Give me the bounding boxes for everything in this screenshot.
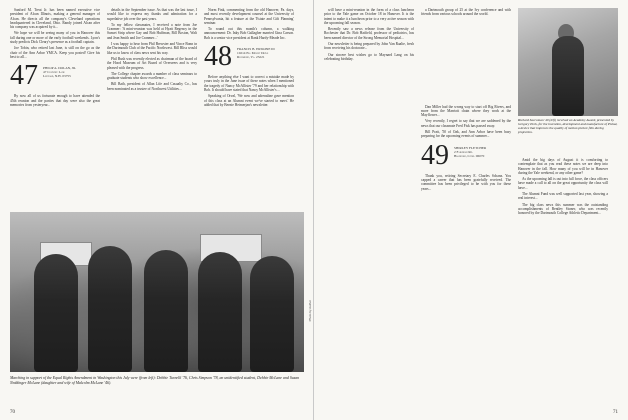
secretary-city: Bradford, Conn. 06070	[454, 153, 485, 158]
paragraph: To my fellow classmates, I received a note from Joe Cranmer: 'A mini-reunion was held at Hyatt Regency in the Sunset Strip where Gay and Bob Huffman, Bill Boston, Walt and Jean Smith and Joe Cranmer...'	[107, 22, 197, 40]
class-number: 48	[204, 41, 232, 73]
paragraph: Recently saw a news release from the University of Rochester that Dr. Bob Hatfield, professor of pediatrics, has been named director of the Strong Memorial Hospital...	[324, 27, 414, 40]
photo-caption: Marching in support of the Equal Rights Amendment in Washington this July were (from left): Debbie Turnelli '76, Chris Simpson '78, an unidentified student, Debbie McLane and Susan Neddinger McLane (daughter and wife of Malcolm McLane '46).	[10, 376, 300, 385]
photo-credit: Photo by Author	[308, 300, 312, 322]
class-secretary-info	[43, 64, 76, 78]
left-columns	[10, 8, 294, 109]
paragraph: Joe Tobin, who retired last June, is still on the go as the chair of the Ann Arbor YMCA. Keep you posted! Give his best to all...	[10, 46, 100, 59]
person-figure	[144, 250, 188, 372]
paragraph: will have a mini-reunion in the form of a class luncheon prior to the Yale game on October 18 in Hanover. It is the intent to make it a luncheon prior to a very active season with the upcoming fall season.	[324, 8, 414, 25]
class-heading-49	[421, 139, 511, 171]
portrait-photo	[518, 8, 618, 116]
secretary-address: 10214 Ell Mount Drive	[237, 51, 269, 56]
paragraph: To round out this month's column, a walking announcement: Dr. Inky Bob Gallagher married Gina Carson. Bob is a senior vice president at Bank Hardy-Meade Inc.	[204, 27, 294, 40]
page-number: 71	[613, 410, 618, 415]
secretary-address: 47 Country Lane	[43, 70, 65, 75]
paragraph: The College chapter awards a number of class seminars to graduate students who show excellence...	[107, 71, 197, 81]
secretary-address: 2 Fairfield Rd.	[454, 149, 473, 154]
paragraph: Phil Bush was recently elected as chairman of the board of the Hood Museum of Art Board of Overseers and is very pleased with the progress.	[107, 56, 197, 70]
paragraph: Very recently, I regret to say that we are saddened by the news that our classmate Fred Fisk has passed away.	[421, 119, 511, 128]
march-photo	[10, 212, 304, 372]
paragraph: Thank you, retiring Secretary E. Charles Schanz. You capped a career that has been gratefully received. The committee has been privileged to be with you for these years...	[421, 173, 511, 191]
class-number: 47	[10, 60, 38, 92]
paragraph: As the upcoming fall is out into full force, the class officers have made a call to all on the great opportunity the class will have...	[518, 177, 608, 190]
left-column-1	[10, 8, 100, 109]
paragraph: Sanford M. Treat Jr. has been named executive vice president of Alcan Illinois, making a general manager of Alcan. He directs all the company's Cleveland operations headquartered in Cleveland, Ohio. Randy joined Alcan after his company was acquired by it...	[10, 8, 100, 30]
person-figure	[250, 256, 294, 372]
paragraph: details in the September issue. As that was the last issue, I would like to express my thanks and admiration for a superlative job over the past years.	[107, 8, 197, 21]
paragraph: By now all of us fortunate enough to have attended the 45th reunion and the parties that day were also the great memories from yesteryear...	[10, 94, 100, 107]
class-number: 49	[421, 139, 449, 171]
class-heading-47	[10, 60, 100, 92]
person-figure	[88, 246, 132, 372]
right-page	[314, 0, 628, 420]
class-heading-48	[204, 41, 294, 73]
secretary-city: Richmond, Va. 23221	[237, 55, 265, 60]
person-figure	[198, 252, 242, 372]
paragraph: We hope we will be seeing many of you in Hanover this fall during one or more of the early football weekends. Lyon's study predicts Dick Cleary's presence as a football captain.	[10, 31, 100, 45]
paragraph: Amid the big days of August it is comforting to contemplate that as you read these notes we are deep into Hanover in the fall. How many of you will be in Hanover during the Yale weekend, or any other game?	[518, 158, 608, 175]
class-secretary-info	[237, 45, 275, 59]
paragraph: Our sincere best wishes go to Maynard Lang on his celebrating birthday.	[324, 52, 414, 61]
right-column-1	[324, 8, 414, 218]
left-column-2	[107, 8, 197, 109]
paragraph: Speaking of Orval, 'We now and adrenaline gave mention of this class at an Alumni event we've started to meet.' He added that by Bernie Heimerjan's newsletter.	[204, 94, 294, 107]
secretary-name: FRANCIS B. ERSKINE III	[237, 47, 275, 52]
secretary-city: Ledyard, N.H. 03755	[43, 74, 71, 79]
paragraph: Norm Fink, commenting from the old Hanover, Pa. days, and most recently development counsel at the University of Pennsylvania, hit a feature at the 'Estate and Gift Planning' seminar.	[204, 8, 294, 25]
secretary-name: PHILIP A. DOLAN, JR.	[43, 66, 77, 71]
paragraph: Bill Bath, president of Allan Life and Casualty Co., has been nominated as a trustee of Northwest Utilities...	[107, 82, 197, 91]
secretary-name: SHIRLEY FLETCHER	[454, 145, 487, 150]
page-number: 70	[10, 410, 15, 415]
person-figure	[552, 36, 584, 116]
paragraph: I was happy to hear from Phil Brewster and Vince Bonn in the Dartmouth Club of the Pacific Northwest. Bill Bliss would like us to know of class news sent his way.	[107, 42, 197, 55]
portrait-caption: Richard Saccoman '49 (left) received an Academy Award, presented by Gregory Peck, for the invention, development and manufacture of Pickat, a device that improves the quality of motion picture film during projection.	[518, 118, 618, 134]
paragraph: Bill Pratt, '50 of Oak, and Ann Arbor have been busy preparing for the upcoming events of summer...	[421, 130, 511, 139]
paragraph: Before anything else I want to correct a mistake made by yours truly in the June issue of these notes when I mentioned the tragedy of Nancy McAllister '79 and her relationship with Bob. It should have stated that Nancy McAllister's ...	[204, 75, 294, 92]
person-figure	[34, 254, 78, 372]
right-column-2	[421, 8, 511, 218]
left-column-3	[204, 8, 294, 109]
paragraph: a Dartmouth group of 25 at the Ivy conference and with friends from various schools around the world.	[421, 8, 511, 17]
paragraph: Our newsletter is being prepared by John Van Raalte, fresh from receiving his doctorate...	[324, 42, 414, 51]
paragraph: The Alumni Fund was well supported last year, showing a real interest...	[518, 192, 608, 201]
class-secretary-info	[454, 144, 486, 158]
paragraph: Dan Miller had the wrong way to start off Big Rivers, and more from the Marriott chain where they work at the Mayflower...	[421, 104, 511, 118]
portrait-block	[518, 8, 618, 116]
paragraph: The big class news this summer was the outstanding accomplishments of Bentley Stoner, who was recently honored by the Dartmouth College Athletic Department...	[518, 202, 608, 216]
